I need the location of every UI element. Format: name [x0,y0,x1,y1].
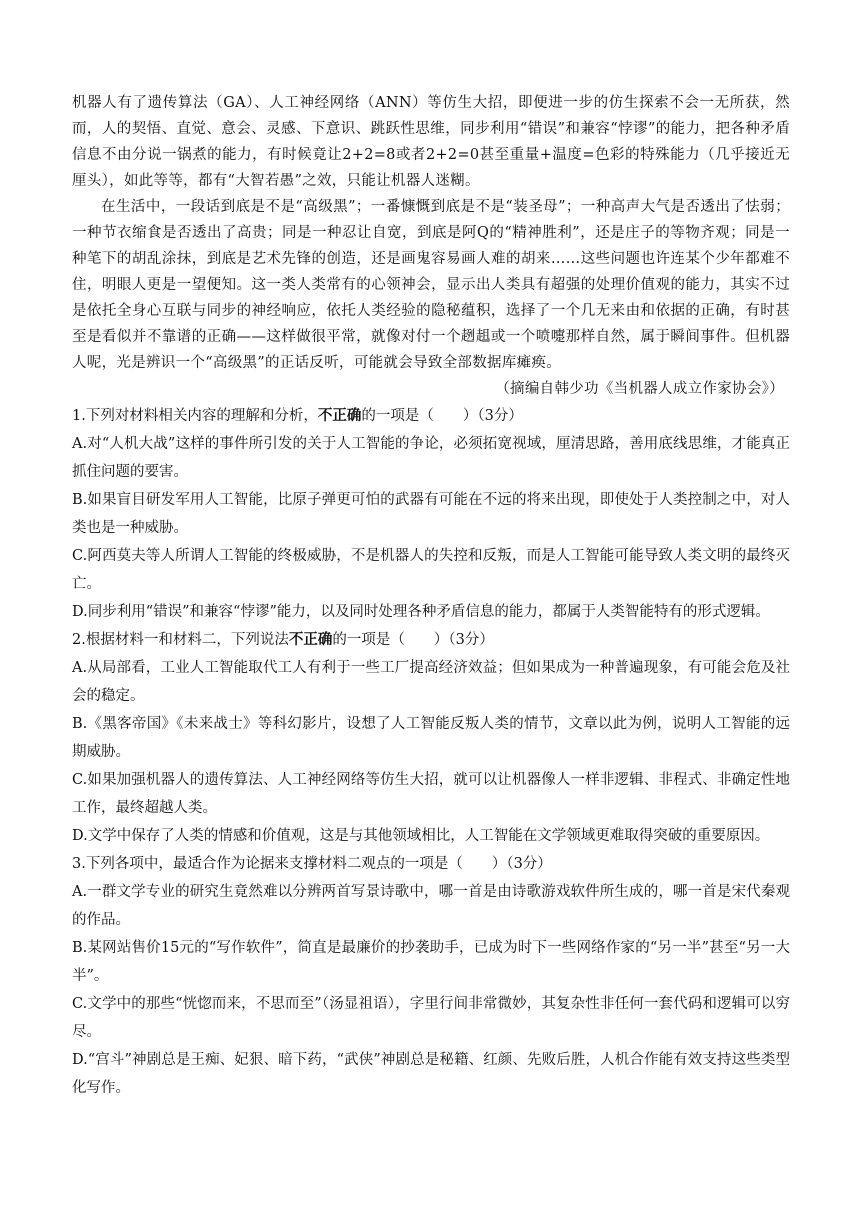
option-b: B.某网站售价15元的“写作软件”，简直是最廉价的抄袭助手，已成为时下一些网络作家的“另一半”甚至“另一大半”。 [72,940,790,984]
option-a: A.一群文学专业的研究生竟然难以分辨两首写景诗歌中，哪一首是由诗歌游戏软件所生成的，哪一首是宋代秦观的作品。 [72,884,790,928]
question-list [72,402,790,1102]
option-a: A.从局部看，工业人工智能取代工人有利于一些工厂提高经济效益；但如果成为一种普遍现象，有可能会危及社会的稳定。 [72,660,790,704]
stem-emphasis: 不正确 [288,631,333,648]
stem-emphasis: 不正确 [317,407,362,424]
stem-text: 1.下列对材料相关内容的理解和分析， [72,408,318,424]
question-stem [72,402,790,430]
passage-source: （摘编自韩少功《当机器人成立作家协会》） [495,381,784,397]
passage-paragraph-2: 在生活中，一段话到底是不是“高级黑”；一番慷慨到底是不是“装圣母”；一种高声大气是否透出了怯弱；一种节衣缩食是否透出了高贵；同是一种忍让自宽，到底是阿Q的“精神胜利”，还是庄子的等物齐观；同是一种笔下的胡乱涂抹，到底是艺术先锋的创造，还是画鬼容易画人难的胡来……这些问题也许连某个少年都难不住，明眼人更是一望便知。这一类人类常有的心领神会，显示出人类具有超强的处理价值观的能力，其实不过是依托全身心互联与同步的神经响应，依托人类经验的隐秘蕴积，选择了一个几无来由和依据的正确，有时甚至是看似并不靠谱的正确——这样做很平常，就像对付一个趔趄或一个喷嚏那样自然，属于瞬间事件。但机器人呢，光是辨识一个“高级黑”的正话反听，可能就会导致全部数据库瘫痪。 [72,199,790,371]
stem-text-end: 的一项是（ ）（3分） [332,632,494,648]
option-c: C.如果加强机器人的遗传算法、人工神经网络等仿生大招，就可以让机器像人一样非逻辑、非程式、非确定性地工作，最终超越人类。 [72,772,790,816]
option-b: B.如果盲目研发军用人工智能，比原子弹更可怕的武器有可能在不远的将来出现，即使处于人类控制之中，对人类也是一种威胁。 [72,492,790,536]
stem-text-end: 的一项是（ ）（3分） [361,408,523,424]
question-stem [72,850,790,878]
question-2 [72,626,790,850]
passage-paragraph-1: 机器人有了遗传算法（GA）、人工神经网络（ANN）等仿生大招，即便进一步的仿生探索不会一无所获，然而，人的契悟、直觉、意会、灵感、下意识、跳跃性思维，同步利用“错误”和兼容“悖谬”的能力，把各种矛盾信息不由分说一锅煮的能力，有时候竟让2+2=8或者2+2=0甚至重量+温度=色彩的特殊能力（几乎接近无厘头），如此等等，都有“大智若愚”之效，只能让机器人迷糊。 [72,95,790,189]
stem-text: 3.下列各项中，最适合作为论据来支撑材料二观点的一项是（ ）（3分） [72,856,552,872]
option-c: C.文学中的那些“恍惚而来，不思而至”（汤显祖语），字里行间非常微妙，其复杂性非任何一套代码和逻辑可以穷尽。 [72,996,790,1040]
option-a: A.对“人机大战”这样的事件所引发的关于人工智能的争论，必须拓宽视域，厘清思路，善用底线思维，才能真正抓住问题的要害。 [72,436,790,480]
question-1 [72,402,790,626]
option-d: D.“宫斗”神剧总是王痴、妃狠、暗下药，“武侠”神剧总是秘籍、红颜、先败后胜，人机合作能有效支持这些类型化写作。 [72,1052,790,1096]
option-c: C.阿西莫夫等人所谓人工智能的终极威胁，不是机器人的失控和反叛，而是人工智能可能导致人类文明的最终灭亡。 [72,548,790,592]
reading-passage [72,90,790,402]
option-d: D.同步利用“错误”和兼容“悖谬”能力，以及同时处理各种矛盾信息的能力，都属于人类智能特有的形式逻辑。 [72,604,770,620]
exam-page [72,90,790,1102]
option-b: B.《黑客帝国》《未来战士》等科幻影片，设想了人工智能反叛人类的情节，文章以此为例，说明人工智能的远期威胁。 [72,716,790,760]
question-3 [72,850,790,1102]
stem-text: 2.根据材料一和材料二，下列说法 [72,632,289,648]
option-d: D.文学中保存了人类的情感和价值观，这是与其他领域相比，人工智能在文学领域更难取得突破的重要原因。 [72,828,770,844]
question-stem [72,626,790,654]
